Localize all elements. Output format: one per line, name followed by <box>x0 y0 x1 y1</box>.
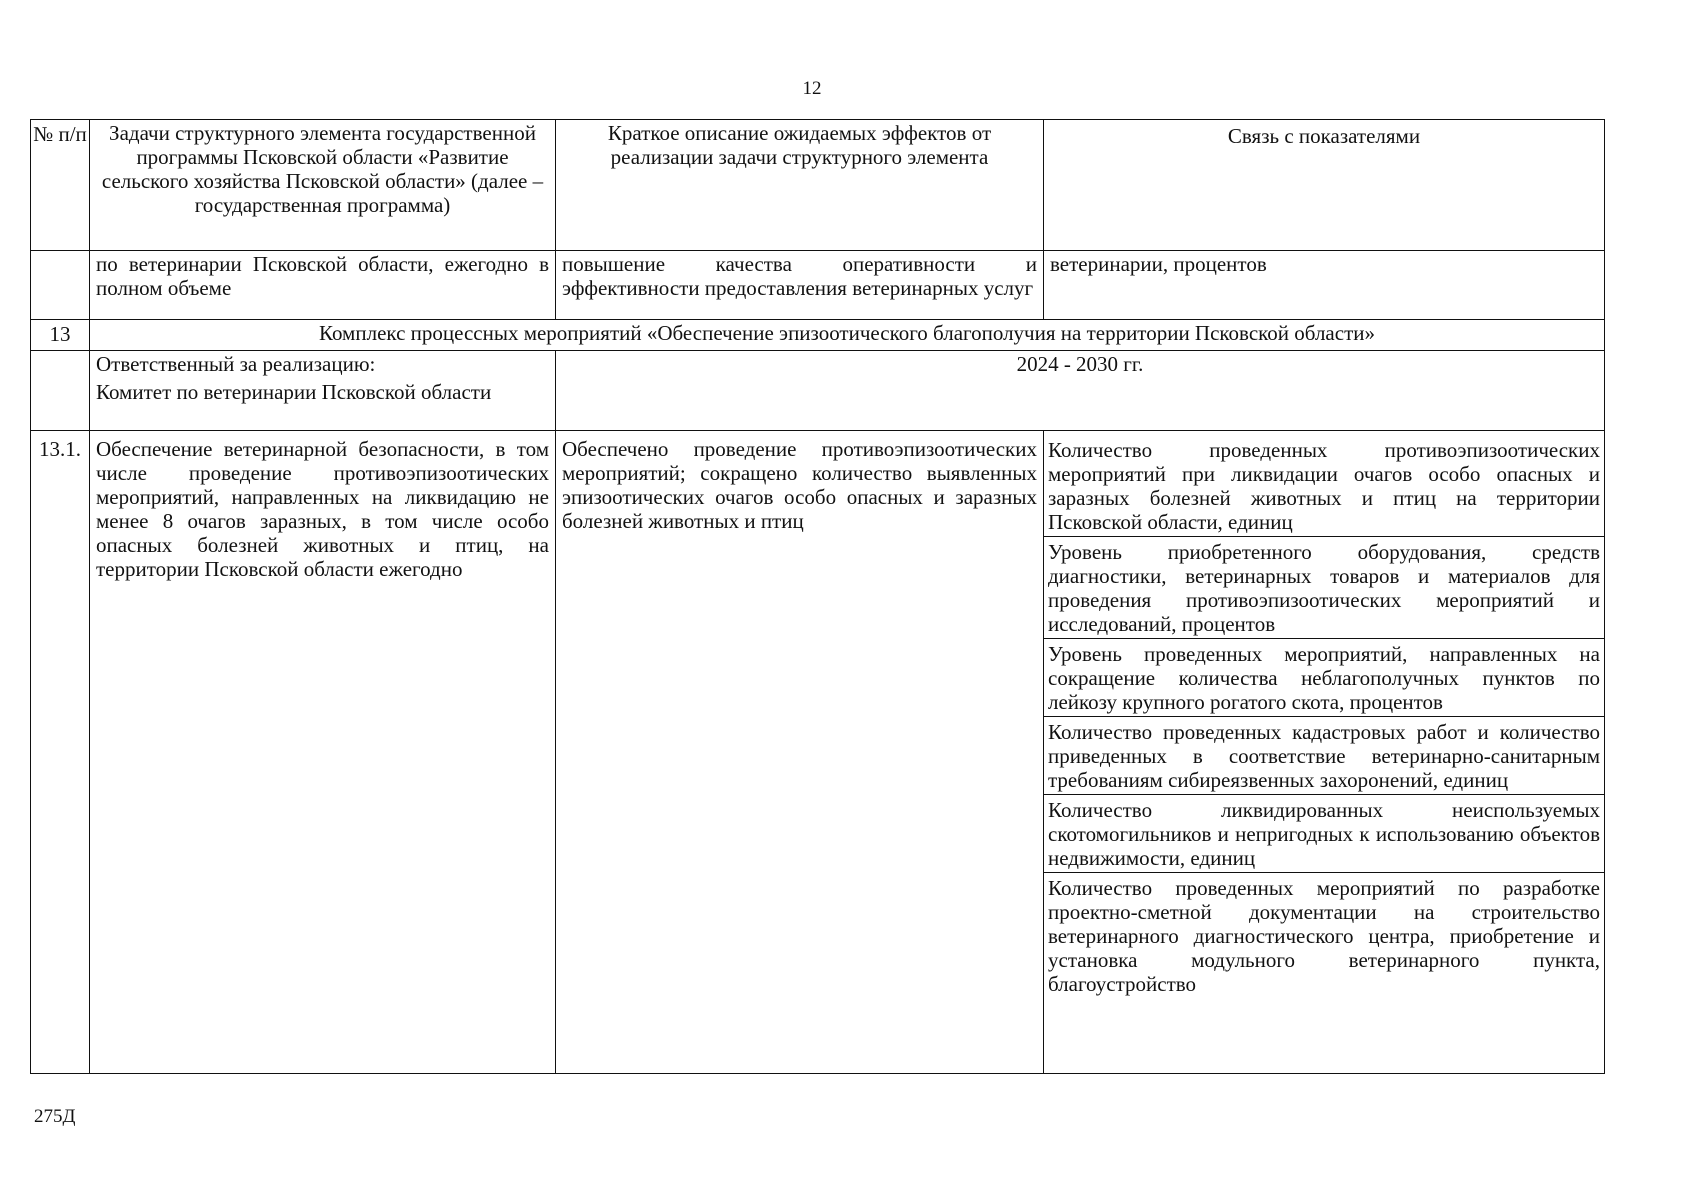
continuation-num <box>31 251 90 320</box>
responsible-value: Комитет по ветеринарии Псковской области <box>96 380 492 404</box>
continuation-row <box>31 251 1605 320</box>
row-13-1-num: 13.1. <box>31 431 90 1074</box>
document-code: 275Д <box>34 1106 76 1127</box>
page-number: 12 <box>802 78 822 99</box>
program-table <box>30 119 1605 1074</box>
period: 2024 - 2030 гг. <box>556 351 1605 431</box>
row-13-1-task: Обеспечение ветеринарной безопасности, в том числе проведение противоэпизоотических мероприятий, направленных на ликвидацию не менее 8 очагов заразных, в том числе особо опасных болезней животных и птиц, на территории Псковской области ежегодно <box>90 431 556 1074</box>
indicator-item: Количество ликвидированных неиспользуемых скотомогильников и непригодных к использованию объектов недвижимости, единиц <box>1044 795 1604 873</box>
section-13-num: 13 <box>31 320 90 351</box>
header-num: № п/п <box>31 120 90 251</box>
indicator-item: Уровень проведенных мероприятий, направленных на сокращение количества неблагополучных пунктов по лейкозу крупного рогатого скота, процентов <box>1044 639 1604 717</box>
indicator-item: Количество проведенных мероприятий по разработке проектно-сметной документации на строительство ветеринарного диагностического центра, приобретение и установка модульного ветеринарного пункта, благоустройство <box>1048 876 1600 996</box>
indicator-item: Уровень приобретенного оборудования, средств диагностики, ветеринарных товаров и материалов для проведения противоэпизоотических мероприятий и исследований, процентов <box>1044 537 1604 639</box>
header-effects: Краткое описание ожидаемых эффектов от реализации задачи структурного элемента <box>556 120 1044 251</box>
table-header-row <box>31 120 1605 251</box>
continuation-task: по ветеринарии Псковской области, ежегодно в полном объеме <box>90 251 556 320</box>
responsible-label: Ответственный за реализацию: <box>96 352 376 376</box>
responsible-row <box>31 351 1605 431</box>
row-13-1-indicators <box>1044 431 1605 1074</box>
section-13-title: Комплекс процессных мероприятий «Обеспечение эпизоотического благополучия на территории Псковской области» <box>90 320 1605 351</box>
continuation-indicator: ветеринарии, процентов <box>1044 251 1605 320</box>
indicator-item: Количество проведенных кадастровых работ и количество приведенных в соответствие ветеринарно-санитарным требованиям сибиреязвенных захоронений, единиц <box>1044 717 1604 795</box>
section-13-row <box>31 320 1605 351</box>
responsible-num <box>31 351 90 431</box>
responsible-cell <box>90 351 556 431</box>
continuation-effect: повышение качества оперативности и эффективности предоставления ветеринарных услуг <box>556 251 1044 320</box>
row-13-1-effect: Обеспечено проведение противоэпизоотических мероприятий; сокращено количество выявленных эпизоотических очагов особо опасных и заразных болезней животных и птиц <box>556 431 1044 1074</box>
header-indicators: Связь с показателями <box>1044 120 1605 251</box>
row-13-1 <box>31 431 1605 1074</box>
header-tasks: Задачи структурного элемента государственной программы Псковской области «Развитие сельского хозяйства Псковской области» (далее – государственная программа) <box>90 120 556 251</box>
indicator-item: Количество проведенных противоэпизоотических мероприятий при ликвидации очагов особо опасных и заразных болезней животных и птиц на территории Псковской области, единиц <box>1044 431 1604 537</box>
